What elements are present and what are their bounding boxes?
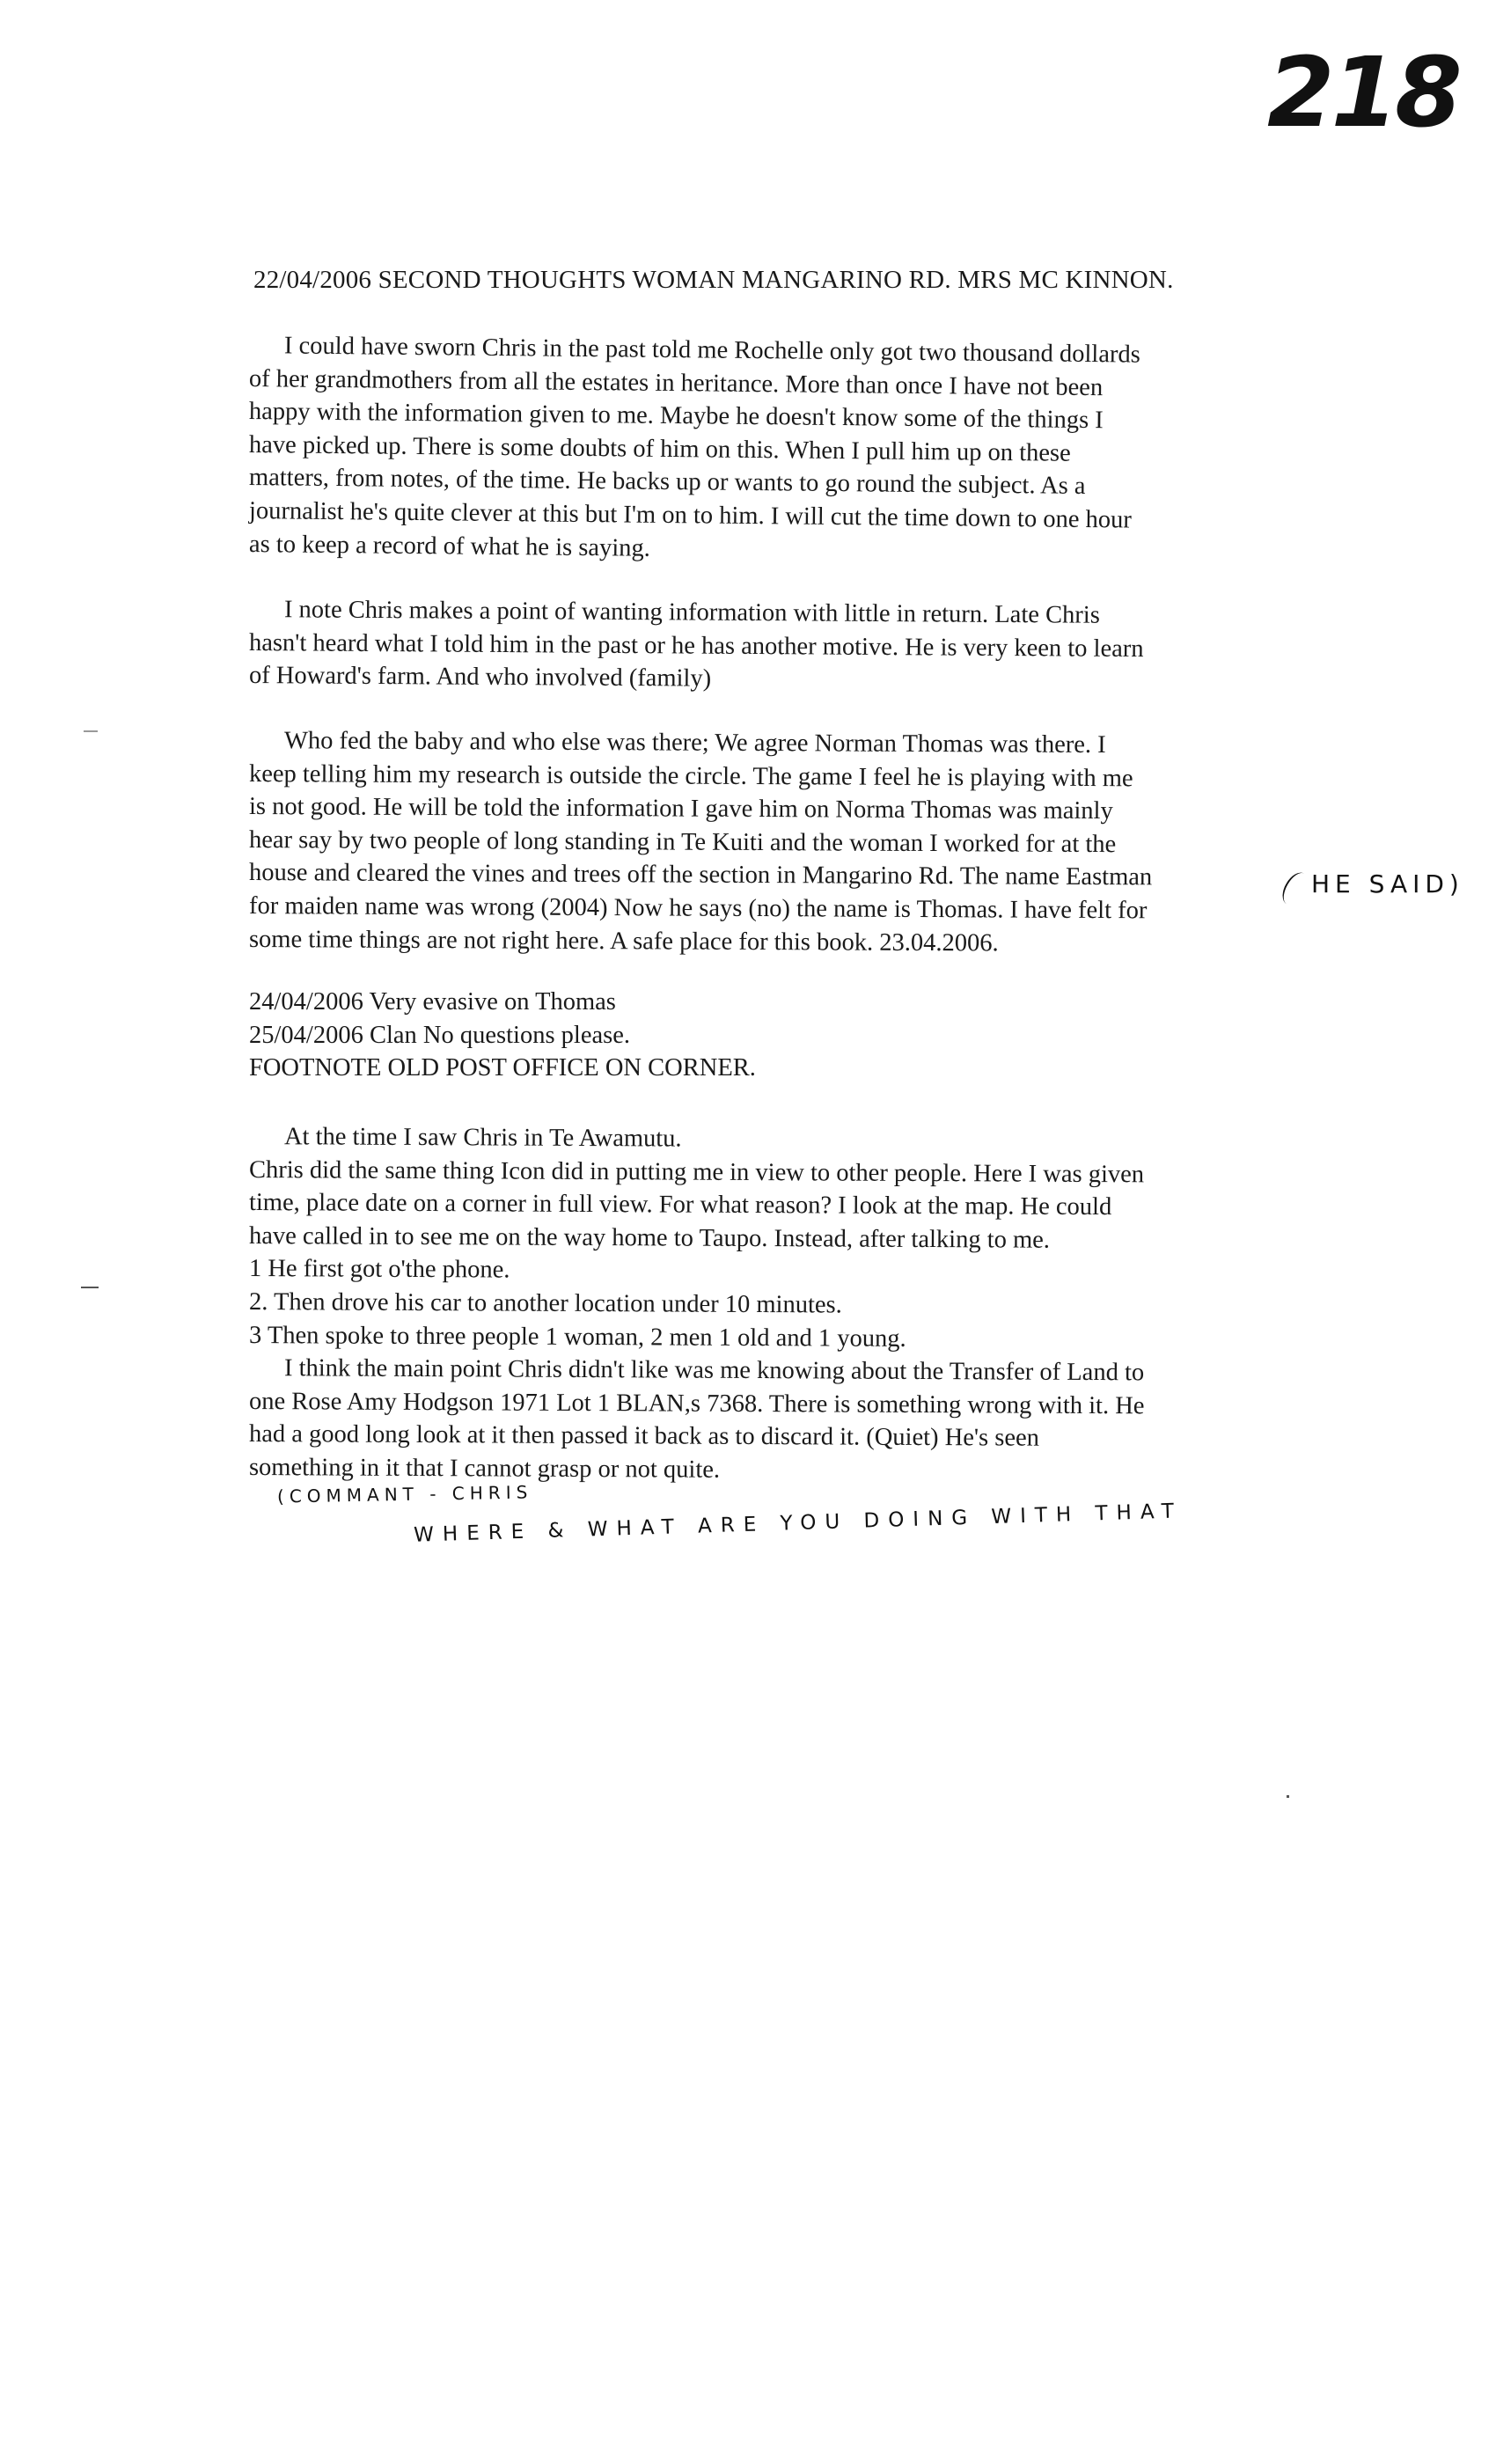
text-line: something in it that I cannot grasp or not quite. <box>248 1453 721 1484</box>
text-line: as to keep a record of what he is saying. <box>248 530 650 562</box>
text-line: one Rose Amy Hodgson 1971 Lot 1 BLAN,s 7368. There is something wrong with it. He <box>248 1387 1145 1420</box>
text-line: I note Chris makes a point of wanting information with little in return. Late Chris <box>283 596 1100 629</box>
dated-notes <box>249 986 1287 1085</box>
handwritten-he-said: HE SAID) <box>1311 869 1464 898</box>
text-line: have picked up. There is some doubts of him on this. When I pull him up on these <box>248 430 1071 467</box>
note-line: 24/04/2006 Very evasive on Thomas <box>249 988 616 1016</box>
text-line: time, place date on a corner in full view. For what reason? I look at the map. He could <box>248 1189 1112 1221</box>
document-heading: 22/04/2006 SECOND THOUGHTS WOMAN MANGARINO RD. MRS MC KINNON. <box>253 266 1174 294</box>
paragraph-rochelle-inheritance <box>249 329 1287 561</box>
handwritten-question: WHERE & WHAT ARE YOU DOING WITH THAT <box>413 1500 1184 1547</box>
paragraph-baby-thomas <box>249 724 1287 956</box>
list-item: 2. Then drove his car to another location under 10 minutes. <box>248 1287 842 1319</box>
text-line: happy with the information given to me. Maybe he doesn't know some of the things I <box>248 398 1104 435</box>
text-line: journalist he's quite clever at this but I'm on to him. I will cut the time down to one hour <box>248 496 1132 534</box>
text-line: some time things are not right here. A safe place for this book. 23.04.2006. <box>248 925 999 957</box>
text-line: Who fed the baby and who else was there; We agree Norman Thomas was there. I <box>283 727 1106 759</box>
scan-speck <box>1287 1795 1289 1798</box>
text-line: house and cleared the vines and trees off the section in Mangarino Rd. The name Eastman <box>248 859 1153 891</box>
text-line: I could have sworn Chris in the past told me Rochelle only got two thousand dollards <box>283 332 1140 369</box>
text-line: hasn't heard what I told him in the past or he has another motive. He is very keen to learn <box>248 628 1144 663</box>
scan-speck <box>81 1287 99 1288</box>
paragraph-chris-motive <box>249 593 1287 693</box>
text-line: matters, from notes, of the time. He backs up or wants to go round the subject. As a <box>248 464 1086 501</box>
text-line: hear say by two people of long standing in Te Kuiti and the woman I worked for at the <box>248 825 1117 858</box>
page-number: 218 <box>1267 36 1459 149</box>
text-line: have called in to see me on the way home to Taupo. Instead, after talking to me. <box>248 1221 1051 1254</box>
paragraph-te-awamutu <box>249 1120 1287 1485</box>
list-item: 3 Then spoke to three people 1 woman, 2 men 1 old and 1 young. <box>248 1321 906 1353</box>
text-line: of her grandmothers from all the estates in heritance. More than once I have not been <box>248 364 1104 401</box>
text-line: I think the main point Chris didn't like was me knowing about the Transfer of Land to <box>283 1354 1145 1387</box>
text-line: keep telling him my research is outside the circle. The game I feel he is playing with me <box>248 759 1133 792</box>
scan-speck <box>84 730 98 732</box>
text-line: is not good. He will be told the information I gave him on Norma Thomas was mainly <box>248 793 1113 825</box>
text-line: Chris did the same thing Icon did in putting me in view to other people. Here I was given <box>248 1155 1145 1188</box>
text-line: At the time I saw Chris in Te Awamutu. <box>283 1123 682 1153</box>
handwritten-comment: (COMMANT - CHRIS <box>276 1481 533 1507</box>
footnote-line: FOOTNOTE OLD POST OFFICE ON CORNER. <box>249 1054 756 1082</box>
text-line: of Howard's farm. And who involved (family) <box>248 662 712 693</box>
note-line: 25/04/2006 Clan No questions please. <box>249 1021 630 1049</box>
text-line: had a good long look at it then passed it back as to discard it. (Quiet) He's seen <box>248 1420 1039 1453</box>
list-item: 1 He first got o'the phone. <box>248 1255 510 1284</box>
text-line: for maiden name was wrong (2004) Now he says (no) the name is Thomas. I have felt for <box>248 891 1148 925</box>
